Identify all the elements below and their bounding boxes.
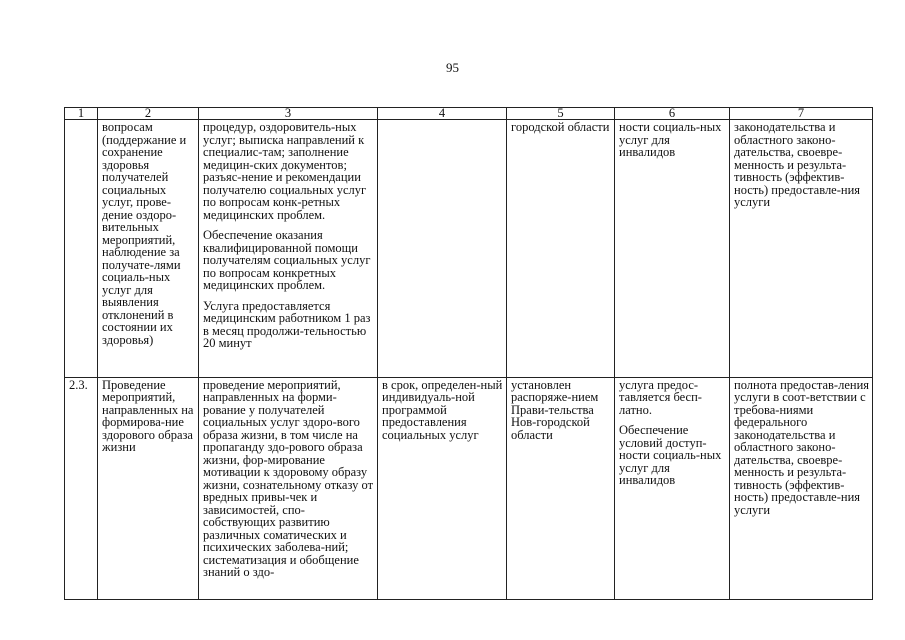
cell-text: городской области bbox=[511, 120, 610, 135]
column-number: 1 bbox=[65, 108, 98, 120]
cell-text: проведение мероприятий, направленных на форми-рование у получателей социальных услуг здоро-вого образа жизни, в том числе на пропаганду здо-рового образа жизни, фор-мирование мотивации к здоровому образу жизни, сознательному отказу от вредных привы-чек и зависимостей, спо-собствующих развитию различных соматических и психических заболева-ний; систематизация и обобщение знаний о здо- bbox=[203, 377, 374, 580]
column-number: 5 bbox=[507, 108, 615, 120]
row-number-cell: 2.3. bbox=[65, 377, 98, 599]
service-name-cell bbox=[98, 120, 199, 378]
cell-text: Обеспечение оказания квалифицированной помощи получателям социальных услуг по вопросам конкретных медицинских проблем. bbox=[203, 228, 371, 293]
cell-text: полнота предостав-ления услуги в соот-ветствии с требова-ниями федерального законодательства и областного законо-дательства, своевре-менность и результа-тивность (эффектив-ность) предоставле-ния услуги bbox=[734, 377, 870, 517]
column-number: 3 bbox=[199, 108, 378, 120]
cell-text: законодательства и областного законо-дательства, своевре-менность и результа-тивность (эффектив-ность) предоставле-ния услуги bbox=[734, 120, 861, 210]
table-header-row bbox=[65, 108, 873, 120]
service-term-cell bbox=[378, 120, 507, 378]
cell-text: процедур, оздоровитель-ных услуг; выписка направлений к специалис-там; заполнение медицин-ских документов; разъяс-нение и рекомендации получателю социальных услуг по вопросам конк-ретных медицинских проблем. bbox=[203, 120, 367, 222]
column-number: 4 bbox=[378, 108, 507, 120]
service-tariff-cell bbox=[507, 120, 615, 378]
service-description-cell bbox=[199, 377, 378, 599]
service-conditions-cell bbox=[615, 120, 730, 378]
cell-text: установлен распоряже-нием Прави-тельства Нов-городской области bbox=[511, 377, 599, 442]
service-quality-cell bbox=[730, 120, 873, 378]
cell-text: услуга предос-тавляется бесп-латно. bbox=[619, 377, 702, 417]
page-number: 95 bbox=[446, 60, 459, 75]
cell-text: Обеспечение условий доступ-ности социаль-ных услуг для инвалидов bbox=[619, 423, 722, 488]
service-term-cell bbox=[378, 377, 507, 599]
service-quality-cell bbox=[730, 377, 873, 599]
row-number-cell bbox=[65, 120, 98, 378]
cell-text: ности социаль-ных услуг для инвалидов bbox=[619, 120, 722, 160]
cell-text: Проведение мероприятий, направленных на формирова-ние здорового образа жизни bbox=[102, 377, 194, 455]
column-number: 6 bbox=[615, 108, 730, 120]
table-row bbox=[65, 377, 873, 599]
cell-text: Услуга предоставляется медицинским работником 1 раз в месяц продолжи-тельностью 20 минут bbox=[203, 298, 371, 351]
service-tariff-cell bbox=[507, 377, 615, 599]
service-description-cell bbox=[199, 120, 378, 378]
column-number: 7 bbox=[730, 108, 873, 120]
column-number: 2 bbox=[98, 108, 199, 120]
cell-text: в срок, определен-ный индивидуаль-ной программой предоставления социальных услуг bbox=[382, 377, 503, 442]
service-conditions-cell bbox=[615, 377, 730, 599]
services-table bbox=[64, 107, 873, 600]
table-row bbox=[65, 120, 873, 378]
service-name-cell bbox=[98, 377, 199, 599]
cell-text: вопросам (поддержание и сохранение здоровья получателей социальных услуг, прове-дение оздоро-вительных мероприятий, наблюдение за получате-лями социаль-ных услуг для выявления отклонений в состоянии их здоровья) bbox=[102, 120, 187, 347]
